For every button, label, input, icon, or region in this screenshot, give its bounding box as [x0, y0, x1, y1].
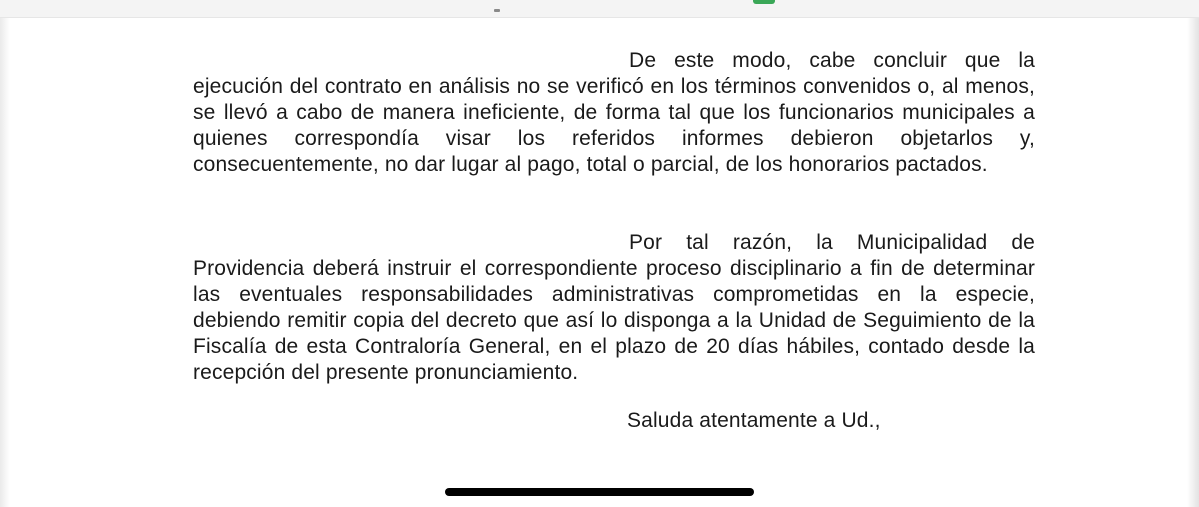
previous-page-fragment: [494, 9, 500, 12]
home-indicator-bar[interactable]: [445, 488, 754, 496]
paragraph-conclusion-text: De este modo, cabe concluir que la ejecución del contrato en análisis no se verificó en los términos convenidos o, al menos, se llevó a cabo de manera ineficiente, de forma tal que los funcionarios municipales a quienes correspondía visar los referidos informes debieron objetarlos y, consecuentemente, no dar lugar al pago, total o parcial, de los honorarios pactados.: [193, 49, 1035, 176]
top-strip: [0, 0, 1199, 18]
paragraph-instruction-text: Por tal razón, la Municipalidad de Providencia deberá instruir el correspondiente proceso disciplinario a fin de determinar las eventuales responsabilidades administrativas comprometidas en la especie, debiendo remitir copia del decreto que así lo disponga a la Unidad de Seguimiento de la Fiscalía de esta Contraloría General, en el plazo de 20 días hábiles, contado desde la recepción del presente pronunciamiento.: [193, 231, 1035, 384]
paragraph-conclusion: [193, 48, 1035, 178]
scan-shadow-left: [0, 18, 10, 507]
scan-shadow-right: [1187, 18, 1199, 507]
closing-salutation: Saluda atentamente a Ud.,: [627, 409, 881, 432]
paragraph-instruction: [193, 230, 1035, 386]
top-accent-indicator: [753, 0, 775, 4]
